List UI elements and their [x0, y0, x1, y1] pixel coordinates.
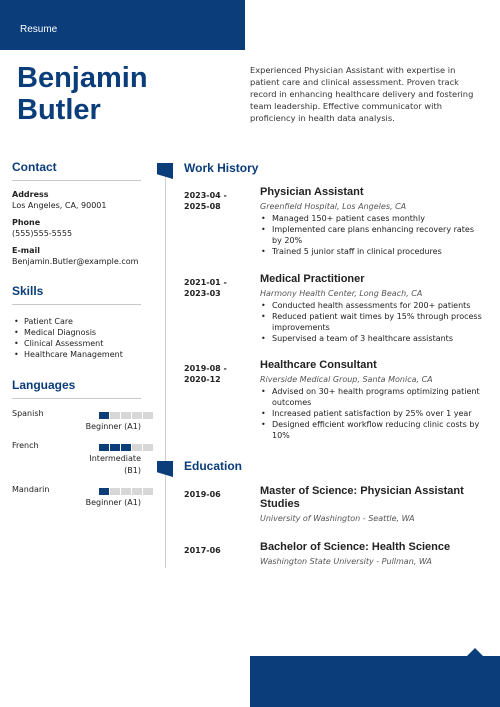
list-item: • Conducted health assessments for 200+ patients — [260, 300, 484, 311]
list-item: • Clinical Assessment — [12, 338, 141, 349]
rating-segment — [99, 488, 109, 495]
rating-segment — [110, 488, 120, 495]
top-banner — [0, 0, 245, 50]
rating-segment — [143, 488, 153, 495]
language-item — [12, 485, 141, 509]
resume-label: Resume — [20, 24, 58, 35]
left-column — [12, 160, 141, 509]
language-level: Intermediate (B1) — [89, 454, 141, 475]
job-title: Physician Assistant — [260, 186, 364, 198]
degree-title: Master of Science: Physician Assistant Studies — [260, 485, 464, 510]
employer: Greenfield Hospital, Los Angeles, CA — [260, 202, 407, 211]
work-entry — [184, 359, 484, 441]
rating-segment — [132, 444, 142, 451]
education-entry — [184, 485, 484, 523]
bottom-banner — [250, 656, 500, 707]
divider — [12, 398, 141, 399]
language-item — [12, 409, 141, 433]
email-label: E-mail — [12, 246, 41, 255]
job-title: Medical Practitioner — [260, 273, 365, 285]
degree-title: Bachelor of Science: Health Science — [260, 541, 451, 553]
divider — [12, 180, 141, 181]
language-name: Mandarin — [12, 485, 50, 494]
school: University of Washington - Seattle, WA — [260, 514, 415, 523]
work-dates: 2021-01 - 2023-03 — [184, 278, 227, 298]
education-entry — [184, 541, 484, 566]
email-value[interactable]: Benjamin.Butler@example.com — [12, 257, 139, 266]
skills-heading: Skills — [12, 284, 44, 298]
work-dates: 2023-04 - 2025-08 — [184, 191, 227, 211]
first-name: Benjamin — [17, 62, 148, 94]
rating-segment — [132, 412, 142, 419]
duties-list — [260, 300, 484, 344]
contact-heading: Contact — [12, 160, 57, 174]
rating-segment — [99, 444, 109, 451]
language-name: Spanish — [12, 409, 44, 418]
summary-text: Experienced Physician Assistant with expertise in patient care and clinical assessment. Proven track record in enhancing healthcare delivery and fostering team leadership. Effective communicator with proficiency in health data analysis. — [250, 65, 474, 123]
language-item — [12, 441, 141, 477]
phone-label: Phone — [12, 218, 41, 227]
rating-segment — [99, 412, 109, 419]
duties-list — [260, 213, 484, 257]
work-entry — [184, 186, 484, 257]
address-value: Los Angeles, CA, 90001 — [12, 201, 107, 210]
language-level: Beginner (A1) — [85, 422, 141, 431]
phone-value[interactable]: (555)555-5555 — [12, 229, 73, 238]
rating-segment — [110, 444, 120, 451]
skills-list — [12, 316, 141, 360]
language-name: French — [12, 441, 39, 450]
rating-segment — [132, 488, 142, 495]
work-history-heading: Work History — [184, 161, 259, 175]
languages-heading: Languages — [12, 378, 76, 392]
timeline-line — [165, 172, 166, 568]
work-entry — [184, 273, 484, 344]
rating-segment — [143, 444, 153, 451]
language-rating — [99, 412, 153, 419]
list-item: • Implemented care plans enhancing recovery rates by 20% — [260, 224, 484, 246]
education-date: 2017-06 — [184, 546, 221, 555]
list-item: • Healthcare Management — [12, 349, 141, 360]
rating-segment — [121, 444, 131, 451]
list-item: • Trained 5 junior staff in clinical procedures — [260, 246, 484, 257]
education-heading: Education — [184, 459, 243, 473]
language-rating — [99, 488, 153, 495]
list-item: • Supervised a team of 3 healthcare assistants — [260, 333, 484, 344]
list-item: • Patient Care — [12, 316, 141, 327]
last-name: Butler — [17, 94, 101, 126]
list-item: • Managed 150+ patient cases monthly — [260, 213, 484, 224]
rating-segment — [121, 412, 131, 419]
duties-list — [260, 386, 484, 441]
divider — [12, 304, 141, 305]
language-level: Beginner (A1) — [85, 498, 141, 507]
school: Washington State University - Pullman, WA — [260, 557, 432, 566]
list-item: • Advised on 30+ health programs optimizing patient outcomes — [260, 386, 484, 408]
list-item: • Reduced patient wait times by 15% through process improvements — [260, 311, 484, 333]
candidate-name — [17, 62, 148, 126]
language-rating — [99, 444, 153, 451]
employer: Harmony Health Center, Long Beach, CA — [260, 289, 423, 298]
work-dates: 2019-08 - 2020-12 — [184, 364, 227, 384]
rating-segment — [121, 488, 131, 495]
employer: Riverside Medical Group, Santa Monica, CA — [260, 375, 433, 384]
list-item: • Medical Diagnosis — [12, 327, 141, 338]
rating-segment — [110, 412, 120, 419]
list-item: • Designed efficient workflow reducing clinic costs by 10% — [260, 419, 484, 441]
address-label: Address — [12, 190, 49, 199]
list-item: • Increased patient satisfaction by 25% over 1 year — [260, 408, 484, 419]
education-date: 2019-06 — [184, 490, 221, 499]
rating-segment — [143, 412, 153, 419]
job-title: Healthcare Consultant — [260, 359, 377, 371]
